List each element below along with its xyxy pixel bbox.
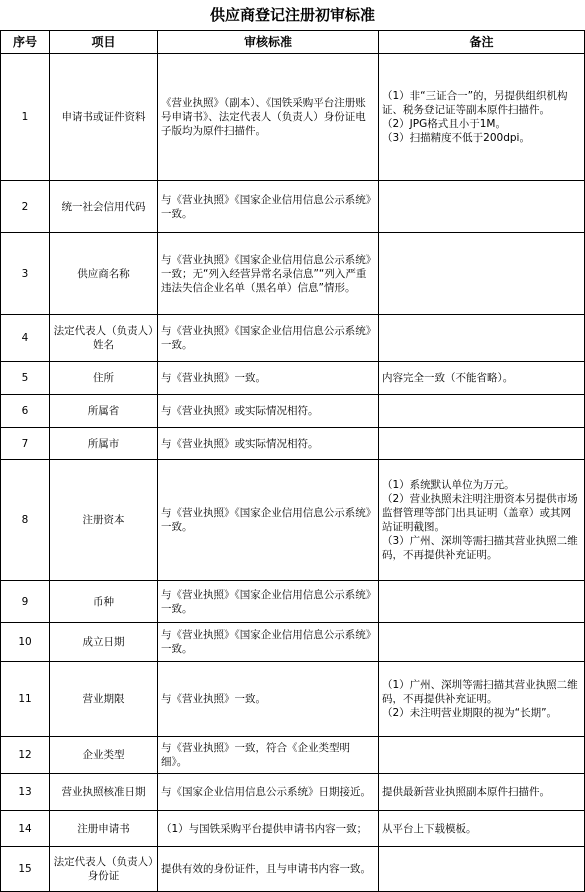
row-number: 7 (1, 428, 50, 460)
row-item: 统一社会信用代码 (50, 181, 158, 233)
table-row (1, 54, 585, 181)
row-standard: 《营业执照》（副本）、《国铁采购平台注册账号申请书》、法定代表人（负责人）身份证电子版均为原件扫描件。 (158, 54, 379, 181)
row-note: （1）非“三证合一”的，另提供组织机构证、税务登记证等副本原件扫描件。 （2）JPG格式且小于1M。 （3）扫描精度不低于200dpi。 (379, 54, 585, 181)
row-item: 注册资本 (50, 460, 158, 581)
row-note: 从平台上下载模板。 (379, 811, 585, 847)
table-row (1, 460, 585, 581)
row-standard: 与《营业执照》或实际情况相符。 (158, 395, 379, 428)
row-note (379, 847, 585, 892)
row-number: 3 (1, 233, 50, 315)
header-item: 项目 (50, 31, 158, 54)
row-note (379, 315, 585, 362)
table-row (1, 623, 585, 662)
review-standards-table (0, 30, 585, 892)
row-note: 提供最新营业执照副本原件扫描件。 (379, 774, 585, 811)
row-item: 成立日期 (50, 623, 158, 662)
row-item: 所属省 (50, 395, 158, 428)
header-no: 序号 (1, 31, 50, 54)
table-row (1, 662, 585, 737)
row-note (379, 395, 585, 428)
table-row (1, 315, 585, 362)
row-note (379, 233, 585, 315)
table-row (1, 774, 585, 811)
table-row (1, 362, 585, 395)
row-standard: 与《营业执照》一致。 (158, 662, 379, 737)
row-standard: 与《营业执照》《国家企业信用信息公示系统》一致。 (158, 181, 379, 233)
table-row (1, 181, 585, 233)
row-note: 内容完全一致（不能省略）。 (379, 362, 585, 395)
row-item: 营业期限 (50, 662, 158, 737)
row-item: 币种 (50, 581, 158, 623)
row-number: 1 (1, 54, 50, 181)
row-item: 注册申请书 (50, 811, 158, 847)
row-item: 法定代表人（负责人）身份证 (50, 847, 158, 892)
row-note (379, 181, 585, 233)
row-number: 2 (1, 181, 50, 233)
row-standard: （1）与国铁采购平台提供申请书内容一致； (158, 811, 379, 847)
row-item: 法定代表人（负责人）姓名 (50, 315, 158, 362)
header-standard: 审核标准 (158, 31, 379, 54)
row-note: （1）系统默认单位为万元。 （2）营业执照未注明注册资本另提供市场监督管理等部门出具证明（盖章）或其网站证明截图。 （3）广州、深圳等需扫描其营业执照二维码，不再提供补充证明。 (379, 460, 585, 581)
row-note (379, 581, 585, 623)
row-number: 12 (1, 737, 50, 774)
row-standard: 与《营业执照》《国家企业信用信息公示系统》一致。 (158, 460, 379, 581)
row-standard: 与《营业执照》《国家企业信用信息公示系统》一致；无“列入经营异常名录信息”“列入严重违法失信企业名单（黑名单）信息”情形。 (158, 233, 379, 315)
row-number: 9 (1, 581, 50, 623)
row-number: 13 (1, 774, 50, 811)
row-note (379, 623, 585, 662)
row-standard: 与《营业执照》《国家企业信用信息公示系统》一致。 (158, 623, 379, 662)
row-standard: 与《营业执照》一致，符合《企业类型明细》。 (158, 737, 379, 774)
table-header-row (1, 31, 585, 54)
row-item: 供应商名称 (50, 233, 158, 315)
table-row (1, 428, 585, 460)
row-number: 5 (1, 362, 50, 395)
row-note: （1）广州、深圳等需扫描其营业执照二维码，不再提供补充证明。 （2）未注明营业期限的视为“长期”。 (379, 662, 585, 737)
row-standard: 与《国家企业信用信息公示系统》日期接近。 (158, 774, 379, 811)
row-number: 10 (1, 623, 50, 662)
row-number: 11 (1, 662, 50, 737)
row-item: 住所 (50, 362, 158, 395)
row-standard: 与《营业执照》《国家企业信用信息公示系统》一致。 (158, 581, 379, 623)
table-row (1, 737, 585, 774)
page-title: 供应商登记注册初审标准 (209, 6, 375, 24)
row-item: 企业类型 (50, 737, 158, 774)
table-row (1, 395, 585, 428)
row-standard: 与《营业执照》《国家企业信用信息公示系统》一致。 (158, 315, 379, 362)
row-note (379, 428, 585, 460)
row-number: 4 (1, 315, 50, 362)
row-note (379, 737, 585, 774)
table-row (1, 847, 585, 892)
row-standard: 与《营业执照》或实际情况相符。 (158, 428, 379, 460)
row-item: 申请书或证件资料 (50, 54, 158, 181)
table-row (1, 233, 585, 315)
row-item: 所属市 (50, 428, 158, 460)
table-row (1, 811, 585, 847)
row-number: 6 (1, 395, 50, 428)
row-number: 14 (1, 811, 50, 847)
row-item: 营业执照核准日期 (50, 774, 158, 811)
header-note: 备注 (379, 31, 585, 54)
table-row (1, 581, 585, 623)
row-number: 15 (1, 847, 50, 892)
row-standard: 提供有效的身份证件，且与申请书内容一致。 (158, 847, 379, 892)
row-number: 8 (1, 460, 50, 581)
row-standard: 与《营业执照》一致。 (158, 362, 379, 395)
